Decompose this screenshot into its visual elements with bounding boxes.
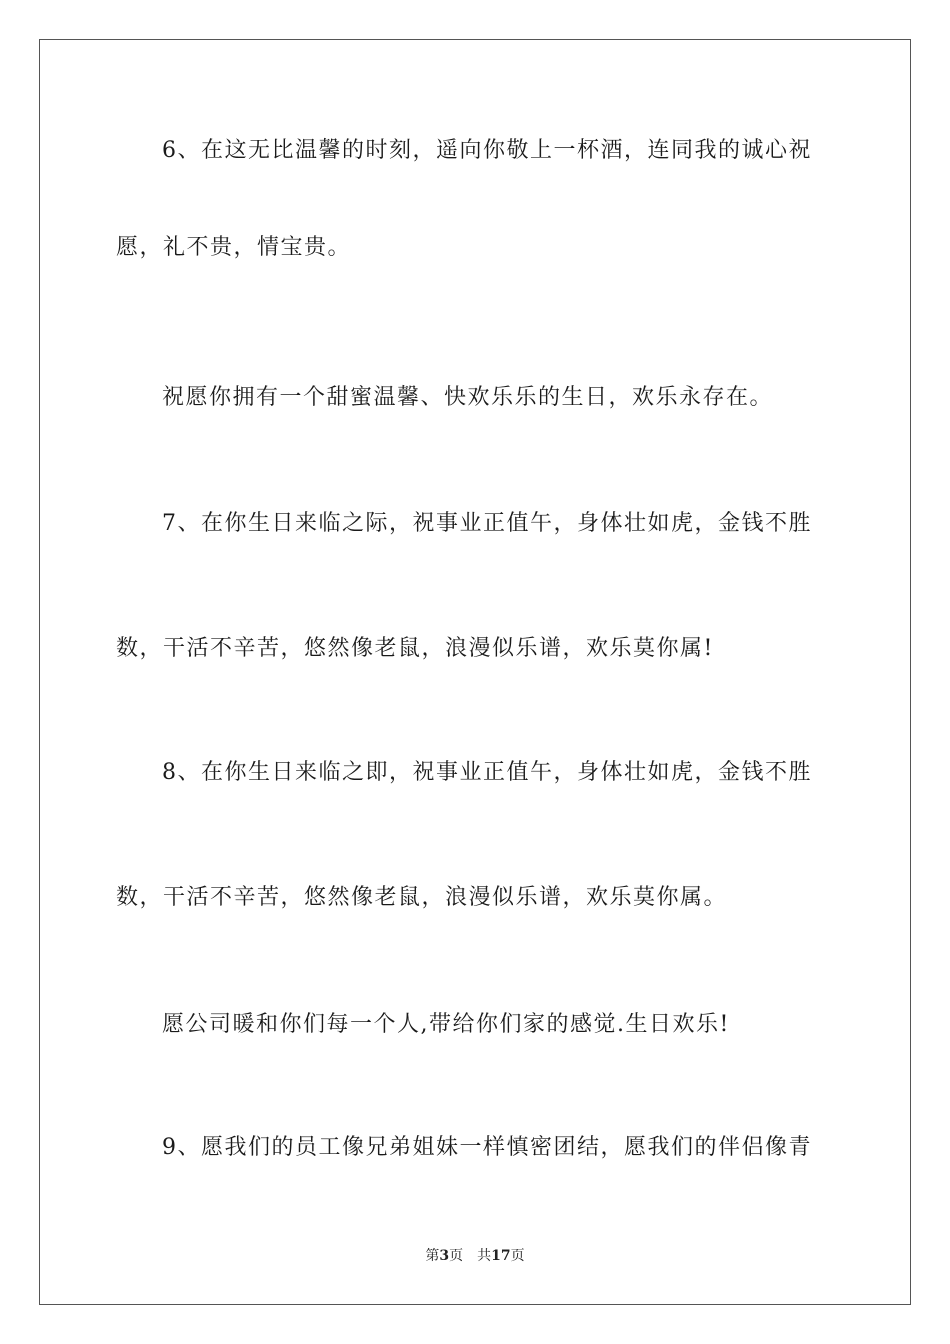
paragraph-line-5: 数，干活不辛苦，悠然像老鼠，浪漫似乐谱，欢乐莫你属! — [116, 636, 714, 661]
page-footer — [0, 1246, 950, 1266]
paragraph-line-2: 愿，礼不贵，情宝贵。 — [116, 235, 352, 260]
paragraph-line-1: 6、在这无比温馨的时刻，遥向你敬上一杯酒，连同我的诚心祝 — [162, 138, 812, 163]
paragraph-line-9: 9、愿我们的员工像兄弟姐妹一样慎密团结，愿我们的伴侣像青 — [162, 1135, 812, 1160]
footer-page-prefix: 第 — [425, 1248, 440, 1264]
footer-page-suffix: 页 — [449, 1248, 464, 1264]
paragraph-line-6: 8、在你生日来临之即，祝事业正值午，身体壮如虎，金钱不胜 — [162, 760, 812, 785]
paragraph-line-7: 数，干活不辛苦，悠然像老鼠，浪漫似乐谱，欢乐莫你属。 — [116, 885, 728, 910]
footer-total-suffix: 页 — [510, 1248, 525, 1264]
footer-total-prefix: 共 — [477, 1248, 492, 1264]
footer-total-pages: 17 — [491, 1248, 511, 1264]
paragraph-line-8: 愿公司暖和你们每一个人,带给你们家的感觉.生日欢乐! — [162, 1012, 730, 1037]
paragraph-line-4: 7、在你生日来临之际，祝事业正值午，身体壮如虎，金钱不胜 — [162, 511, 812, 536]
footer-page-number: 3 — [439, 1248, 450, 1264]
page-frame — [39, 39, 911, 1305]
paragraph-line-3: 祝愿你拥有一个甜蜜温馨、快欢乐乐的生日，欢乐永存在。 — [162, 385, 774, 410]
